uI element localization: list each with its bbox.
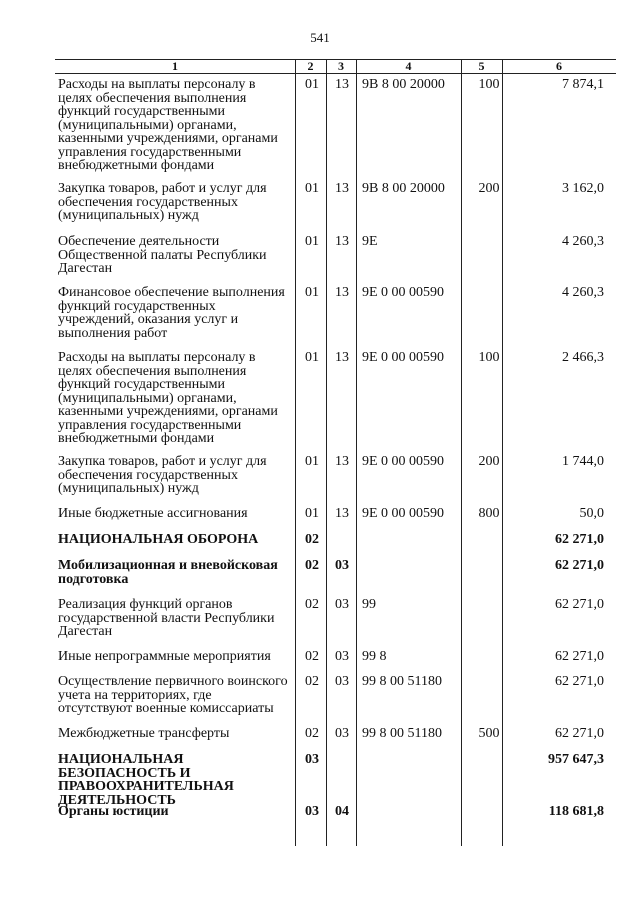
row-subsection: 13 bbox=[335, 234, 349, 249]
row-target-code: 9Е 0 00 00590 bbox=[362, 350, 445, 365]
row-name: НАЦИОНАЛЬНАЯ БЕЗОПАСНОСТЬ И ПРАВООХРАНИТЕЛЬНАЯ ДЕЯТЕЛЬНОСТЬ bbox=[58, 752, 234, 808]
row-target-code: 9Е bbox=[362, 234, 378, 249]
row-section: 01 bbox=[305, 350, 319, 365]
row-subsection: 04 bbox=[335, 804, 349, 819]
row-sum: 7 874,1 bbox=[562, 77, 604, 92]
row-name: Реализация функций органов государственной власти Республики Дагестан bbox=[58, 597, 275, 639]
row-sum: 3 162,0 bbox=[562, 181, 604, 196]
row-name: Обеспечение деятельности Общественной палаты Республики Дагестан bbox=[58, 234, 267, 276]
row-sum: 62 271,0 bbox=[555, 558, 604, 573]
row-subsection: 13 bbox=[335, 454, 349, 469]
row-section: 01 bbox=[305, 506, 319, 521]
row-name: Межбюджетные трансферты bbox=[58, 726, 230, 741]
row-target-code: 99 8 00 51180 bbox=[362, 726, 442, 741]
row-subsection: 03 bbox=[335, 674, 349, 689]
column-header: 2 bbox=[307, 59, 314, 73]
row-subsection: 13 bbox=[335, 181, 349, 196]
row-section: 01 bbox=[305, 234, 319, 249]
row-subsection: 13 bbox=[335, 285, 349, 300]
row-section: 03 bbox=[305, 752, 319, 767]
row-expense-type: 200 bbox=[478, 181, 500, 196]
row-section: 01 bbox=[305, 77, 319, 92]
row-section: 01 bbox=[305, 454, 319, 469]
row-sum: 50,0 bbox=[579, 506, 604, 521]
row-expense-type: 100 bbox=[478, 77, 500, 92]
row-target-code: 9В 8 00 20000 bbox=[362, 77, 445, 92]
row-sum: 62 271,0 bbox=[555, 726, 604, 741]
row-section: 02 bbox=[305, 558, 319, 573]
row-name: Осуществление первичного воинского учета на территориях, где отсутствуют военные комиссариаты bbox=[58, 674, 288, 716]
row-name: Финансовое обеспечение выполнения функций государственных учреждений, оказания услуг и выполнения работ bbox=[58, 285, 285, 341]
row-target-code: 99 8 00 51180 bbox=[362, 674, 442, 689]
row-section: 02 bbox=[305, 726, 319, 741]
row-subsection: 03 bbox=[335, 726, 349, 741]
row-sum: 957 647,3 bbox=[548, 752, 604, 767]
row-target-code: 9Е 0 00 00590 bbox=[362, 285, 445, 300]
row-name: Иные бюджетные ассигнования bbox=[58, 506, 248, 521]
row-section: 02 bbox=[305, 597, 319, 612]
row-expense-type: 100 bbox=[478, 350, 500, 365]
row-subsection: 13 bbox=[335, 77, 349, 92]
row-sum: 62 271,0 bbox=[555, 532, 604, 547]
row-target-code: 99 bbox=[362, 597, 376, 612]
row-subsection: 03 bbox=[335, 558, 349, 573]
row-target-code: 9Е 0 00 00590 bbox=[362, 454, 445, 469]
row-sum: 4 260,3 bbox=[562, 285, 604, 300]
row-sum: 62 271,0 bbox=[555, 674, 604, 689]
row-section: 02 bbox=[305, 674, 319, 689]
row-name: Закупка товаров, работ и услуг для обеспечения государственных (муниципальных) нужд bbox=[58, 454, 267, 496]
column-header: 6 bbox=[556, 59, 562, 73]
row-subsection: 03 bbox=[335, 649, 349, 664]
row-section: 01 bbox=[305, 181, 319, 196]
column-divider bbox=[502, 59, 503, 846]
row-sum: 1 744,0 bbox=[562, 454, 604, 469]
row-name: Органы юстиции bbox=[58, 804, 169, 819]
row-target-code: 9В 8 00 20000 bbox=[362, 181, 445, 196]
column-header: 5 bbox=[478, 59, 485, 73]
row-expense-type: 800 bbox=[478, 506, 500, 521]
row-section: 01 bbox=[305, 285, 319, 300]
row-target-code: 99 8 bbox=[362, 649, 387, 664]
row-target-code: 9Е 0 00 00590 bbox=[362, 506, 445, 521]
row-subsection: 13 bbox=[335, 350, 349, 365]
row-section: 03 bbox=[305, 804, 319, 819]
row-expense-type: 500 bbox=[478, 726, 500, 741]
column-header: 3 bbox=[338, 59, 344, 73]
page-number: 541 bbox=[310, 30, 330, 45]
column-divider bbox=[356, 59, 357, 846]
row-name: Иные непрограммные мероприятия bbox=[58, 649, 271, 664]
column-divider bbox=[295, 59, 296, 846]
row-name: Мобилизационная и вневойсковая подготовка bbox=[58, 558, 278, 587]
row-name: Закупка товаров, работ и услуг для обеспечения государственных (муниципальных) нужд bbox=[58, 181, 267, 223]
row-name: Расходы на выплаты персоналу в целях обеспечения выполнения функций государственными (муниципальными) органами, казенными учреждениями, органами управления государственными внебюджетными фондами bbox=[58, 77, 278, 173]
row-sum: 118 681,8 bbox=[548, 804, 604, 819]
row-subsection: 03 bbox=[335, 597, 349, 612]
column-divider bbox=[326, 59, 327, 846]
column-header: 1 bbox=[172, 59, 178, 73]
row-section: 02 bbox=[305, 649, 319, 664]
row-subsection: 13 bbox=[335, 506, 349, 521]
row-name: НАЦИОНАЛЬНАЯ ОБОРОНА bbox=[58, 532, 259, 547]
row-sum: 4 260,3 bbox=[562, 234, 604, 249]
row-sum: 62 271,0 bbox=[555, 597, 604, 612]
column-header: 4 bbox=[405, 59, 412, 73]
row-name: Расходы на выплаты персоналу в целях обеспечения выполнения функций государственными (муниципальными) органами, казенными учреждениями, органами управления государственными внебюджетными фондами bbox=[58, 350, 278, 446]
row-section: 02 bbox=[305, 532, 319, 547]
row-expense-type: 200 bbox=[478, 454, 500, 469]
row-sum: 62 271,0 bbox=[555, 649, 604, 664]
row-sum: 2 466,3 bbox=[562, 350, 604, 365]
table-header-rule bbox=[55, 73, 616, 74]
